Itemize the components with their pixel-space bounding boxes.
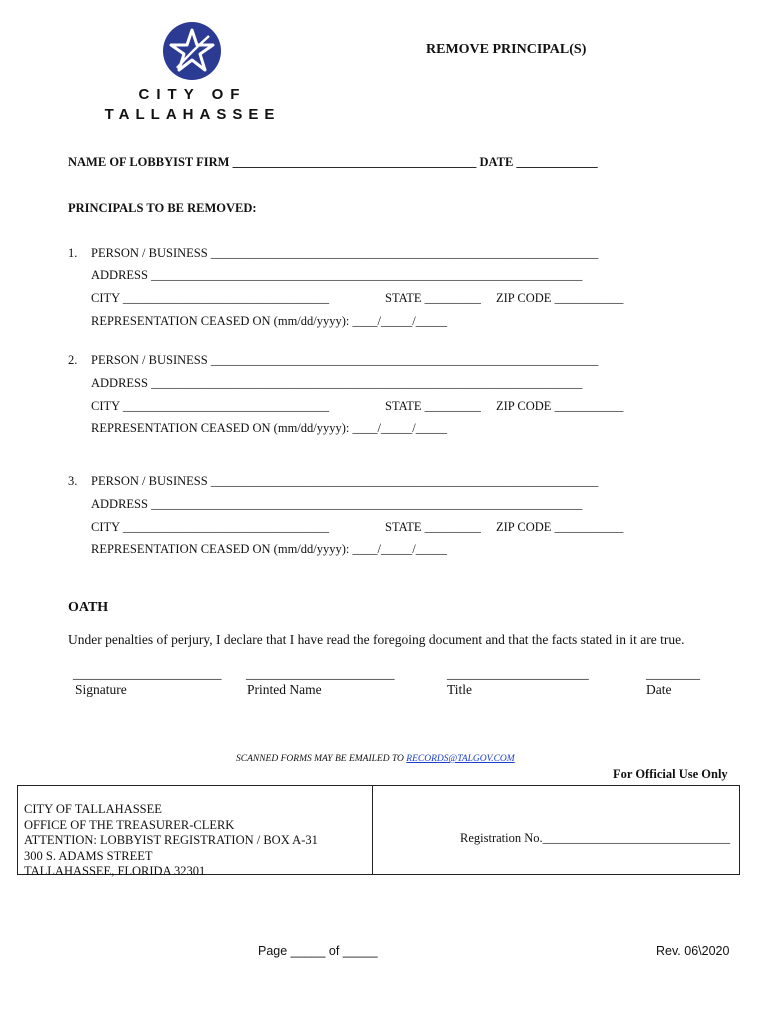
page-number: Page _____ of _____ xyxy=(258,944,378,958)
city-star-logo-icon xyxy=(163,22,221,80)
address-line: OFFICE OF THE TREASURER-CLERK xyxy=(24,817,235,832)
oath-statement: Under penalties of perjury, I declare that I have read the foregoing document and that the facts stated in it are true. xyxy=(68,632,685,647)
address-field[interactable]: ADDRESS _____________________________________________________________________ xyxy=(91,497,583,511)
entry-number: 3. xyxy=(68,474,78,488)
revision-label: Rev. 06\2020 xyxy=(656,944,730,958)
city-field[interactable]: CITY _________________________________ xyxy=(91,291,330,305)
official-use-label: For Official Use Only xyxy=(613,767,728,781)
scanned-forms-text: SCANNED FORMS MAY BE EMAILED TO xyxy=(236,754,404,764)
state-field[interactable]: STATE _________ xyxy=(385,399,481,413)
address-line: 300 S. ADAMS STREET xyxy=(24,848,153,863)
printed-name-label: Printed Name xyxy=(247,682,322,697)
representation-ceased-field[interactable]: REPRESENTATION CEASED ON (mm/dd/yyyy): ____/_____/_____ xyxy=(91,421,447,435)
representation-ceased-field[interactable]: REPRESENTATION CEASED ON (mm/dd/yyyy): ____/_____/_____ xyxy=(91,314,447,328)
records-email-link[interactable]: RECORDS@TALGOV.COM xyxy=(406,754,515,764)
zip-code-field[interactable]: ZIP CODE ___________ xyxy=(496,520,624,534)
date-label: Date xyxy=(646,682,672,697)
entry-number: 2. xyxy=(68,353,78,367)
logo-text-line2: TALLAHASSEE xyxy=(104,106,281,123)
city-field[interactable]: CITY _________________________________ xyxy=(91,399,330,413)
zip-code-field[interactable]: ZIP CODE ___________ xyxy=(496,399,624,413)
person-business-field[interactable]: PERSON / BUSINESS ______________________________________________________________ xyxy=(91,474,599,488)
scanned-forms-note xyxy=(236,754,515,764)
state-field[interactable]: STATE _________ xyxy=(385,520,481,534)
logo-text-line1: CITY OF xyxy=(138,86,247,103)
signature-label: Signature xyxy=(75,682,127,697)
box-divider xyxy=(372,786,373,874)
date-line[interactable]: ________ xyxy=(646,666,700,681)
lobbyist-firm-date-line[interactable]: NAME OF LOBBYIST FIRM _______________________________________ DATE _____________ xyxy=(68,155,598,169)
city-field[interactable]: CITY _________________________________ xyxy=(91,520,330,534)
person-business-field[interactable]: PERSON / BUSINESS ______________________________________________________________ xyxy=(91,353,599,367)
form-title: REMOVE PRINCIPAL(S) xyxy=(426,42,587,57)
address-line: CITY OF TALLAHASSEE xyxy=(24,802,162,816)
oath-heading: OATH xyxy=(68,600,109,615)
printed-name-line[interactable]: ______________________ xyxy=(246,666,395,681)
address-line: ATTENTION: LOBBYIST REGISTRATION / BOX A-31 xyxy=(24,833,318,847)
zip-code-field[interactable]: ZIP CODE ___________ xyxy=(496,291,624,305)
state-field[interactable]: STATE _________ xyxy=(385,291,481,305)
mailing-address xyxy=(24,802,318,880)
principals-heading: PRINCIPALS TO BE REMOVED: xyxy=(68,201,257,215)
entry-number: 1. xyxy=(68,246,78,260)
address-line: TALLAHASSEE, FLORIDA 32301 xyxy=(24,864,206,878)
registration-number-field[interactable]: Registration No.______________________________ xyxy=(460,831,731,845)
person-business-field[interactable]: PERSON / BUSINESS ______________________________________________________________ xyxy=(91,246,599,260)
address-field[interactable]: ADDRESS _____________________________________________________________________ xyxy=(91,376,583,390)
title-line[interactable]: _____________________ xyxy=(447,666,589,681)
title-label: Title xyxy=(447,682,473,697)
signature-line[interactable]: ______________________ xyxy=(73,666,222,681)
city-logo xyxy=(100,22,285,127)
representation-ceased-field[interactable]: REPRESENTATION CEASED ON (mm/dd/yyyy): ____/_____/_____ xyxy=(91,542,447,556)
official-use-box xyxy=(17,785,740,878)
address-field[interactable]: ADDRESS _____________________________________________________________________ xyxy=(91,268,583,282)
